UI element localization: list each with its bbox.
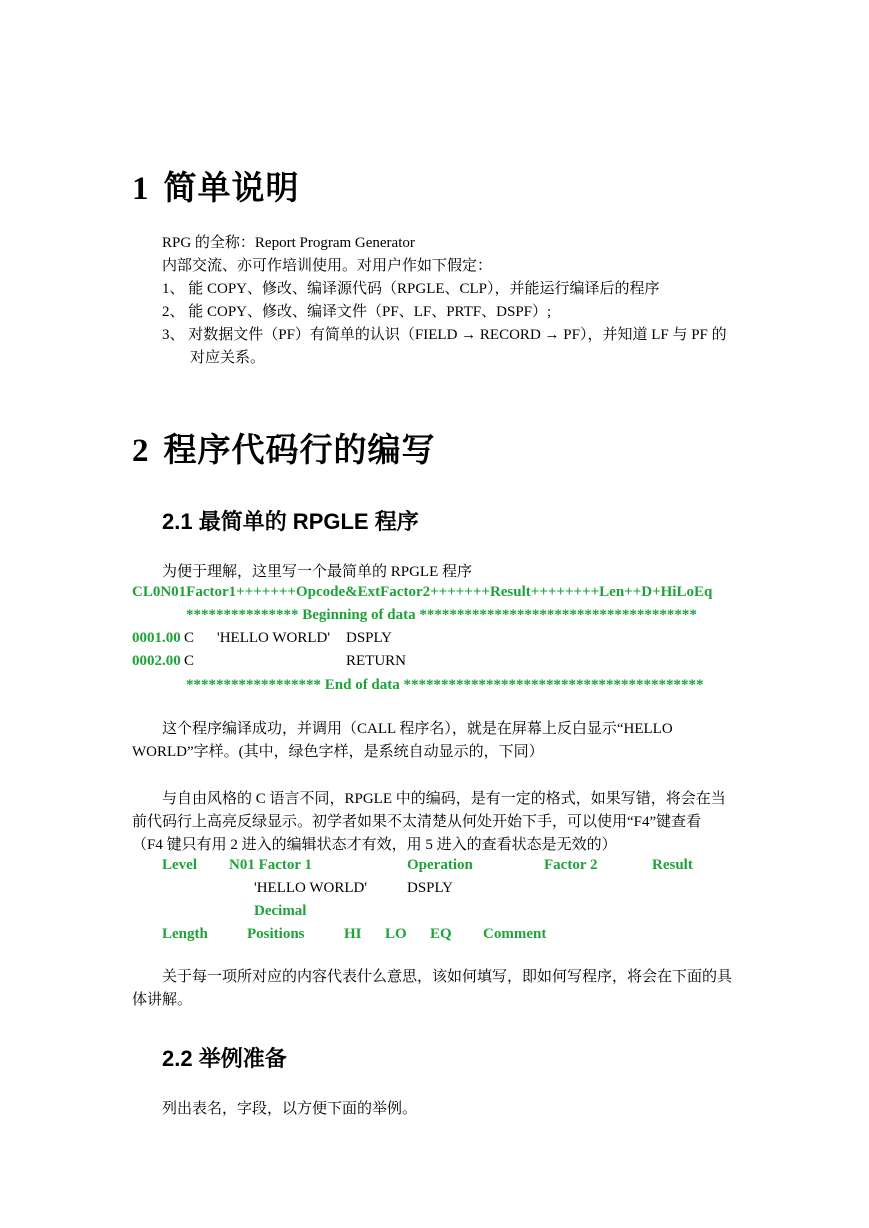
code-row bbox=[132, 630, 732, 650]
prompt-label-eq: EQ bbox=[430, 926, 452, 942]
prompt-label-hi: HI bbox=[344, 926, 362, 942]
assumption-intro-line: 内部交流、亦可作培训使用。对用户作如下假定： bbox=[162, 258, 493, 274]
paragraph-line: 前代码行上高亮反绿显示。初学者如果不太清楚从何处开始下手，可以使用“F4”键查看 bbox=[132, 814, 702, 830]
section-number: 2 bbox=[132, 433, 150, 469]
example-intro: 为便于理解，这里写一个最简单的 RPGLE 程序 bbox=[162, 564, 473, 580]
prompt-label-length: Length bbox=[162, 926, 208, 942]
subsection-2-2-heading: 2.2 举例准备 bbox=[162, 1046, 287, 1071]
code-row bbox=[132, 653, 732, 673]
spec-type: C bbox=[184, 630, 195, 646]
prompt-label-factor1: N01 Factor 1 bbox=[229, 857, 313, 873]
rpg-fullname-line: RPG 的全称：Report Program Generator bbox=[162, 235, 415, 251]
paragraph-line: 与自由风格的 C 语言不同，RPGLE 中的编码，是有一定的格式，如果写错，将会在当 bbox=[162, 791, 726, 807]
section-1-heading bbox=[132, 162, 300, 209]
subsection-2-1-heading: 2.1 最简单的 RPGLE 程序 bbox=[162, 509, 419, 534]
section-2-heading bbox=[132, 424, 436, 471]
prompt-label-lo: LO bbox=[385, 926, 407, 942]
opcode-value: RETURN bbox=[346, 653, 406, 669]
example-prep-text: 列出表名，字段，以方便下面的举例。 bbox=[162, 1101, 418, 1117]
sequence-number: 0002.00 bbox=[132, 653, 181, 669]
prompt-label-operation: Operation bbox=[407, 857, 473, 873]
assumption-item-1: 1、 能 COPY、修改、编译源代码（RPGLE、CLP），并能运行编译后的程序 bbox=[162, 281, 660, 297]
prompt-label-decimal: Decimal bbox=[254, 903, 307, 919]
section-title: 程序代码行的编写 bbox=[163, 433, 436, 469]
sequence-number: 0001.00 bbox=[132, 630, 181, 646]
section-title: 简单说明 bbox=[163, 171, 300, 207]
prompt-header-row bbox=[162, 857, 722, 877]
assumption-item-3-cont: 对应关系。 bbox=[190, 350, 266, 366]
beginning-of-data-line: *************** Beginning of data ************************************* bbox=[186, 607, 697, 623]
prompt-operation-value: DSPLY bbox=[407, 880, 454, 896]
paragraph-result bbox=[132, 718, 736, 764]
paragraph-format bbox=[132, 788, 736, 857]
prompt-label-comment: Comment bbox=[483, 926, 547, 942]
paragraph-line: 体讲解。 bbox=[132, 992, 193, 1008]
paragraph-line: （F4 键只有用 2 进入的编辑状态才有效，用 5 进入的查看状态是无效的） bbox=[132, 837, 617, 853]
paragraph-explanation bbox=[132, 966, 736, 1012]
prompt-label-result: Result bbox=[652, 857, 693, 873]
paragraph-line: 关于每一项所对应的内容代表什么意思，该如何填写，即如何写程序，将会在下面的具 bbox=[162, 969, 733, 985]
prompt-label-factor2: Factor 2 bbox=[544, 857, 598, 873]
opcode-value: DSPLY bbox=[346, 630, 393, 646]
end-of-data-line: ****************** End of data **************************************** bbox=[186, 677, 704, 693]
paragraph-line: 这个程序编译成功，并调用（CALL 程序名），就是在屏幕上反白显示“HELLO bbox=[162, 721, 673, 737]
prompt-footer-row bbox=[162, 926, 582, 946]
factor1-value: 'HELLO WORLD' bbox=[217, 630, 331, 646]
prompt-label-level: Level bbox=[162, 857, 197, 873]
assumption-item-2: 2、 能 COPY、修改、编译文件（PF、LF、PRTF、DSPF）; bbox=[162, 304, 552, 320]
column-ruler: CL0N01Factor1+++++++Opcode&ExtFactor2+++++++Result++++++++Len++D+HiLoEq bbox=[132, 584, 713, 600]
assumption-item-3: 3、 对数据文件（PF）有简单的认识（FIELD → RECORD → PF），并知道 LF 与 PF 的 bbox=[162, 327, 727, 343]
spec-type: C bbox=[184, 653, 195, 669]
prompt-factor1-value: 'HELLO WORLD' bbox=[254, 880, 368, 896]
paragraph-line: WORLD”字样。(其中，绿色字样，是系统自动显示的，下同） bbox=[132, 744, 544, 760]
prompt-label-positions: Positions bbox=[247, 926, 305, 942]
section-number: 1 bbox=[132, 171, 150, 207]
